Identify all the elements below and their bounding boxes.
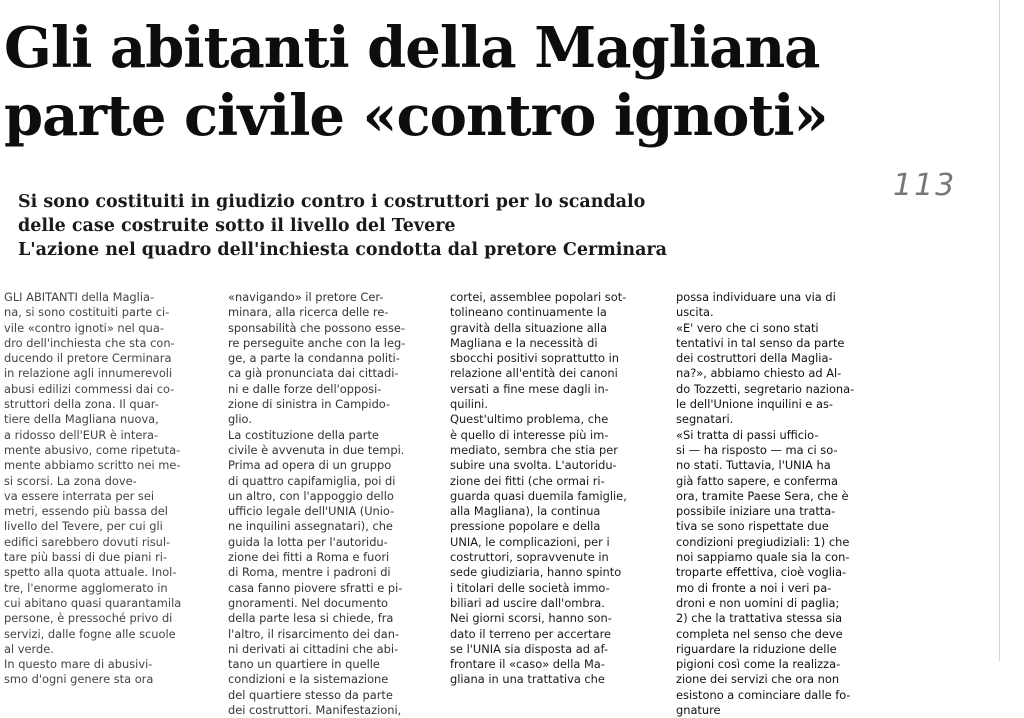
article-line: persone, è pressoché privo di <box>4 611 173 626</box>
article-line: pigioni così come la realizza- <box>676 657 841 672</box>
article-line: relazione all'entità dei canoni <box>450 366 618 381</box>
article-line: sede giudiziaria, hanno spinto <box>450 565 622 580</box>
article-line: GLI ABITANTI della Maglia- <box>4 290 155 304</box>
article-line: di quattro capifamiglia, poi di <box>228 473 396 488</box>
article-line: condizioni e la sistemazione <box>228 672 389 687</box>
article-line: a ridosso dell'EUR è intera- <box>4 427 159 442</box>
article-line: se l'UNIA sia disposta ad af- <box>450 641 609 656</box>
article-line: smo d'ogni genere sta ora <box>4 672 154 687</box>
article-line: ge, a parte la condanna politi- <box>228 351 400 366</box>
article-line: tano un quartiere in quelle <box>228 657 380 672</box>
article-line: al verde. <box>4 641 54 656</box>
article-line: edifici sarebbero dovuti risul- <box>4 534 171 549</box>
article-line: sbocchi positivi soprattutto in <box>450 351 619 366</box>
article-line: guarda quasi duemila famiglie, <box>450 488 627 503</box>
article-line: struttori della zona. Il quar- <box>4 397 159 412</box>
article-line: tiere della Magliana nuova, <box>4 412 159 427</box>
article-line: pressione popolare e della <box>450 519 601 534</box>
article-line: riguardare la riduzione delle <box>676 641 837 656</box>
article-line: «E' vero che ci sono stati <box>676 320 819 335</box>
article-line: gliana in una trattativa che <box>450 672 605 687</box>
article-line: mente abbiamo scritto nei me- <box>4 458 181 473</box>
article-line: gnature <box>676 703 721 718</box>
article-line: metri, essendo più bassa del <box>4 504 168 519</box>
article-line: del quartiere stesso da parte <box>228 687 393 702</box>
article-line: frontare il «caso» della Ma- <box>450 657 605 672</box>
article-line: cui abitano quasi quarantamila <box>4 595 182 610</box>
article-line: spetto alla quota attuale. Inol- <box>4 565 177 580</box>
article-line: casa fanno piovere sfratti e pi- <box>228 580 403 595</box>
subheading-2: delle case costruite sotto il livello del Tevere <box>18 216 456 236</box>
article-line: zione di sinistra in Campido- <box>228 397 391 412</box>
article-line: servizi, dalle fogne alle scuole <box>4 626 176 641</box>
article-line: biliari ad uscire dall'ombra. <box>450 595 605 610</box>
article-line: La costituzione della parte <box>228 427 379 442</box>
article-line: ca già pronunciata dai cittadi- <box>228 366 399 381</box>
article-line: tentativi in tal senso da parte <box>676 335 845 350</box>
article-line: na?», abbiamo chiesto ad Al- <box>676 366 842 381</box>
article-line: civile è avvenuta in due tempi. <box>228 442 405 457</box>
article-line: ne inquilini assegnatari), che <box>228 519 393 534</box>
article-line: ufficio legale dell'UNIA (Unio- <box>228 504 395 519</box>
article-column-2 <box>228 290 428 718</box>
article-line: livello del Tevere, per cui gli <box>4 519 163 534</box>
headline-line-1: Gli abitanti della Magliana <box>4 15 820 81</box>
article-line: i titolari delle società immo- <box>450 580 610 595</box>
article-line: ducendo il pretore Cerminara <box>4 351 172 366</box>
article-body <box>0 290 1000 718</box>
article-line: gnoramenti. Nel documento <box>228 595 389 610</box>
article-column-4 <box>676 290 881 718</box>
article-line: l'altro, il risarcimento dei dan- <box>228 626 400 641</box>
article-line: na, si sono costituiti parte ci- <box>4 305 170 320</box>
article-line: mo di fronte a noi i veri pa- <box>676 580 832 595</box>
article-line: no stati. Tuttavia, l'UNIA ha <box>676 458 831 473</box>
article-line: glio. <box>228 412 252 427</box>
subheading-1: Si sono costituiti in giudizio contro i costruttori per lo scandalo <box>18 192 646 212</box>
article-line: minara, alla ricerca delle re- <box>228 305 389 320</box>
article-line: tolineano continuamente la <box>450 305 607 320</box>
page-edge <box>999 0 1024 661</box>
headline <box>4 14 904 150</box>
article-line: esistono a cominciare dalle fo- <box>676 687 851 702</box>
article-line: dei costruttori della Maglia- <box>676 351 833 366</box>
article-line: mente abusivo, come ripetuta- <box>4 442 181 457</box>
article-line: re perseguite anche con la leg- <box>228 335 406 350</box>
article-line: condizioni pregiudiziali: 1) che <box>676 534 850 549</box>
article-line: troparte effettiva, cioè voglia- <box>676 565 847 580</box>
handwritten-page-number: 113 <box>893 168 957 203</box>
article-line: un altro, con l'appoggio dello <box>228 488 394 503</box>
article-line: le dell'Unione inquilini e as- <box>676 397 834 412</box>
article-line: droni e non uomini di paglia; <box>676 595 840 610</box>
article-line: ni e dalle forze dell'opposi- <box>228 381 382 396</box>
article-line: tiva se sono rispettate due <box>676 519 829 534</box>
article-line: segnatari. <box>676 412 734 427</box>
headline-line-2: parte civile «contro ignoti» <box>4 83 828 149</box>
article-line: guida la lotta per l'autoridu- <box>228 534 388 549</box>
article-line: gravità della situazione alla <box>450 320 608 335</box>
article-line: Quest'ultimo problema, che <box>450 412 609 427</box>
article-line: Prima ad opera di un gruppo <box>228 458 392 473</box>
article-line: dro dell'inchiesta che sta con- <box>4 335 175 350</box>
article-line: completa nel senso che deve <box>676 626 843 641</box>
article-line: dei costruttori. Manifestazioni, <box>228 703 402 718</box>
article-line: UNIA, le complicazioni, per i <box>450 534 610 549</box>
article-line: versati a fine mese dagli in- <box>450 381 609 396</box>
article-line: noi sappiamo quale sia la con- <box>676 550 850 565</box>
article-line: della parte lesa si chiede, fra <box>228 611 394 626</box>
article-line: di Roma, mentre i padroni di <box>228 565 391 580</box>
article-line: ni derivati ai cittadini che abi- <box>228 641 399 656</box>
article-line: si scorsi. La zona dove- <box>4 473 137 488</box>
article-column-3 <box>450 290 655 688</box>
article-line: possa individuare una via di <box>676 290 836 304</box>
article-line: cortei, assemblee popolari sot- <box>450 290 627 304</box>
article-line: tre, l'enorme agglomerato in <box>4 580 168 595</box>
article-line: si — ha risposto — ma ci so- <box>676 442 838 457</box>
article-line: costruttori, sopravvenute in <box>450 550 609 565</box>
article-line: do Tozzetti, segretario naziona- <box>676 381 855 396</box>
article-column-1 <box>4 290 204 688</box>
article-line: «Si tratta di passi ufficio- <box>676 427 819 442</box>
article-line: «navigando» il pretore Cer- <box>228 290 384 304</box>
article-line: già fatto sapere, e conferma <box>676 473 838 488</box>
article-line: vile «contro ignoti» nel qua- <box>4 320 164 335</box>
article-line: tare più bassi di due piani ri- <box>4 550 168 565</box>
article-line: zione dei fitti a Roma e fuori <box>228 550 390 565</box>
article-line: Nei giorni scorsi, hanno son- <box>450 611 612 626</box>
article-line: alla Magliana), la continua <box>450 504 601 519</box>
article-line: in relazione agli innumerevoli <box>4 366 173 381</box>
article-line: In questo mare di abusivi- <box>4 657 153 672</box>
article-line: ora, tramite Paese Sera, che è <box>676 488 849 503</box>
article-line: quilini. <box>450 397 488 412</box>
article-line: 2) che la trattativa stessa sia <box>676 611 843 626</box>
article-line: Magliana e la necessità di <box>450 335 598 350</box>
article-line: zione dei servizi che ora non <box>676 672 840 687</box>
article-line: subire una svolta. L'autoridu- <box>450 458 617 473</box>
article-line: zione dei fitti (che ormai ri- <box>450 473 605 488</box>
article-line: uscita. <box>676 305 714 320</box>
article-line: è quello di interesse più im- <box>450 427 609 442</box>
article-line: abusi edilizi commessi dai co- <box>4 381 175 396</box>
article-line: possibile iniziare una tratta- <box>676 504 836 519</box>
subheading-3: L'azione nel quadro dell'inchiesta condotta dal pretore Cerminara <box>18 240 667 260</box>
article-line: mediato, sembra che stia per <box>450 442 618 457</box>
article-line: sponsabilità che possono esse- <box>228 320 406 335</box>
subheadings <box>18 190 667 262</box>
article-line: dato il terreno per accertare <box>450 626 612 641</box>
article-line: va essere interrata per sei <box>4 488 155 503</box>
